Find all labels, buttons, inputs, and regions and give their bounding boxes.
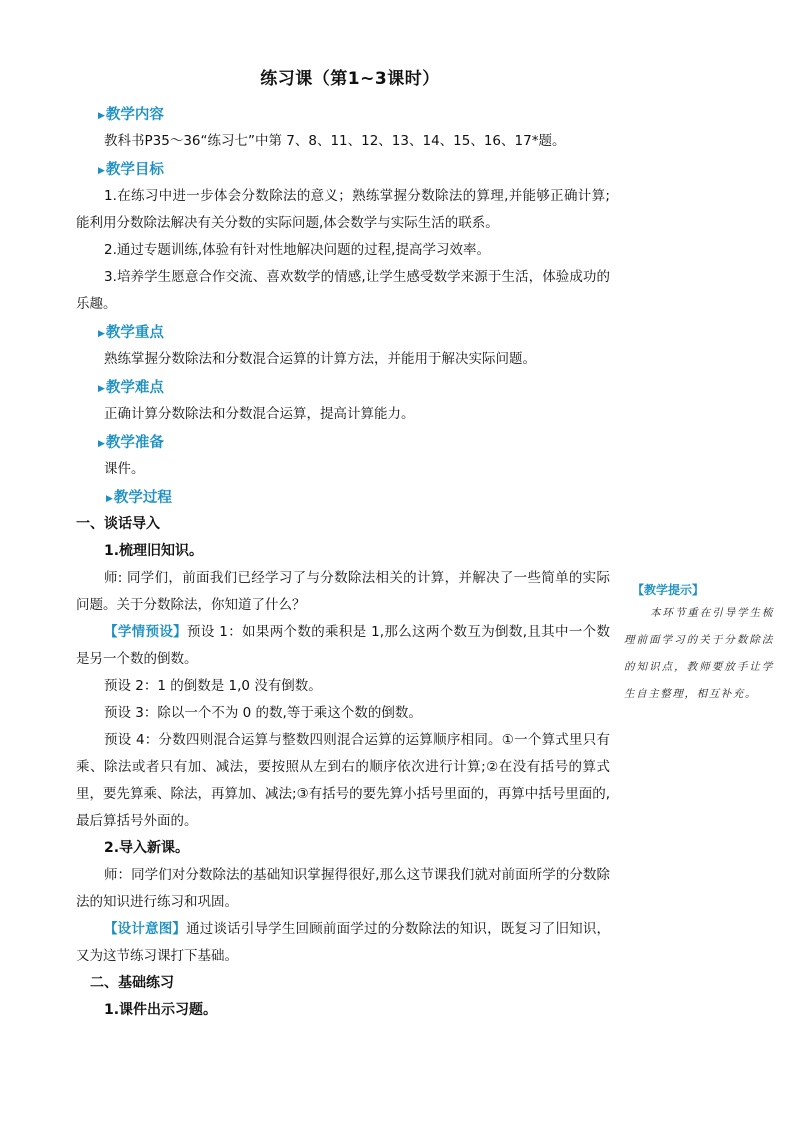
heading-key-points [98,322,610,346]
step-2-heading: 2.导入新课。 [104,840,190,856]
preparation-text: 课件。 [104,461,145,477]
triangle-right-icon: ▶ [98,384,105,394]
triangle-right-icon: ▶ [98,111,105,121]
design-tag: 【设计意图】 [104,921,187,937]
preset-3: 预设 3：除以一个不为 0 的数,等于乘这个数的倒数。 [104,705,422,721]
part-2-label: 二、基础练习 [90,975,174,991]
page-title: 练习课（第1~3课时） [260,69,440,89]
teacher-speech-1: 师: 同学们，前面我们已经学习了与分数除法相关的计算，并解决了一些简单的实际问题。关于分数除法，你知道了什么？ [76,570,610,613]
teaching-tip-sidebar [624,580,774,708]
preset-4: 预设 4：分数四则混合运算与整数四则混合运算的运算顺序相同。①一个算式里只有乘、除法或者只有加、减法，要按照从左到右的顺序依次进行计算;②在没有括号的算式里，要先算乘、除法，再算加、减法;③有括号的要先算小括号里面的，再算中括号里面的,最后算括号外面的。 [76,732,610,829]
main-column [76,100,610,1024]
preset-1 [76,619,610,673]
teacher-speech-2: 师：同学们对分数除法的基础知识掌握得很好,那么这节课我们就对前面所学的分数除法的知识进行练习和巩固。 [76,867,610,910]
step-1-heading: 1.梳理旧知识。 [104,543,204,559]
triangle-right-icon: ▶ [98,439,105,449]
design-intent [76,916,610,970]
step-3-heading: 1.课件出示习题。 [104,1002,218,1018]
heading-difficulties [98,377,610,401]
heading-goals [98,159,610,183]
difficulties-text: 正确计算分数除法和分数混合运算，提高计算能力。 [104,406,415,422]
heading-process-label: 教学过程 [113,490,172,506]
teaching-tip-title: 【教学提示】 [632,583,705,597]
content-text: 教科书P35～36“练习七”中第 7、8、11、12、13、14、15、16、17*题。 [104,133,566,149]
design-intent-text: 通过谈话引导学生回顾前面学过的分数除法的知识，既复习了旧知识，又为这节练习课打下基础。 [76,921,611,964]
teaching-tip-text: 本环节重在引导学生梳理前面学习的关于分数除法的知识点，教师要放手让学生自主整理，相互补充。 [624,607,774,700]
heading-process [106,487,610,511]
part-1-heading: 一、谈话导入 [76,516,160,532]
triangle-right-icon: ▶ [106,494,113,504]
preset-tag: 【学情预设】 [104,624,187,640]
heading-content [98,104,610,128]
triangle-right-icon: ▶ [98,329,105,339]
goal-1: 1.在练习中进一步体会分数除法的意义；熟练掌握分数除法的算理,并能够正确计算;能利用分数除法解决有关分数的实际问题,体会数学与实际生活的联系。 [76,188,610,231]
heading-goals-label: 教学目标 [105,162,164,178]
goal-2: 2.通过专题训练,体验有针对性地解决问题的过程,提高学习效率。 [104,242,490,258]
key-points-text: 熟练掌握分数除法和分数混合运算的计算方法，并能用于解决实际问题。 [104,351,536,367]
heading-difficulties-label: 教学难点 [105,380,164,396]
heading-key-points-label: 教学重点 [105,325,164,341]
heading-content-label: 教学内容 [105,107,164,123]
preset-1-text: 预设 1：如果两个数的乘积是 1,那么这两个数互为倒数,且其中一个数是另一个数的倒数。 [76,624,611,667]
heading-preparation-label: 教学准备 [105,435,164,451]
part-2-heading [76,970,610,997]
triangle-right-icon: ▶ [98,166,105,176]
goal-3: 3.培养学生愿意合作交流、喜欢数学的情感,让学生感受数学来源于生活，体验成功的乐趣。 [76,269,610,312]
preset-2: 预设 2：1 的倒数是 1,0 没有倒数。 [104,678,322,694]
heading-preparation [98,432,610,456]
